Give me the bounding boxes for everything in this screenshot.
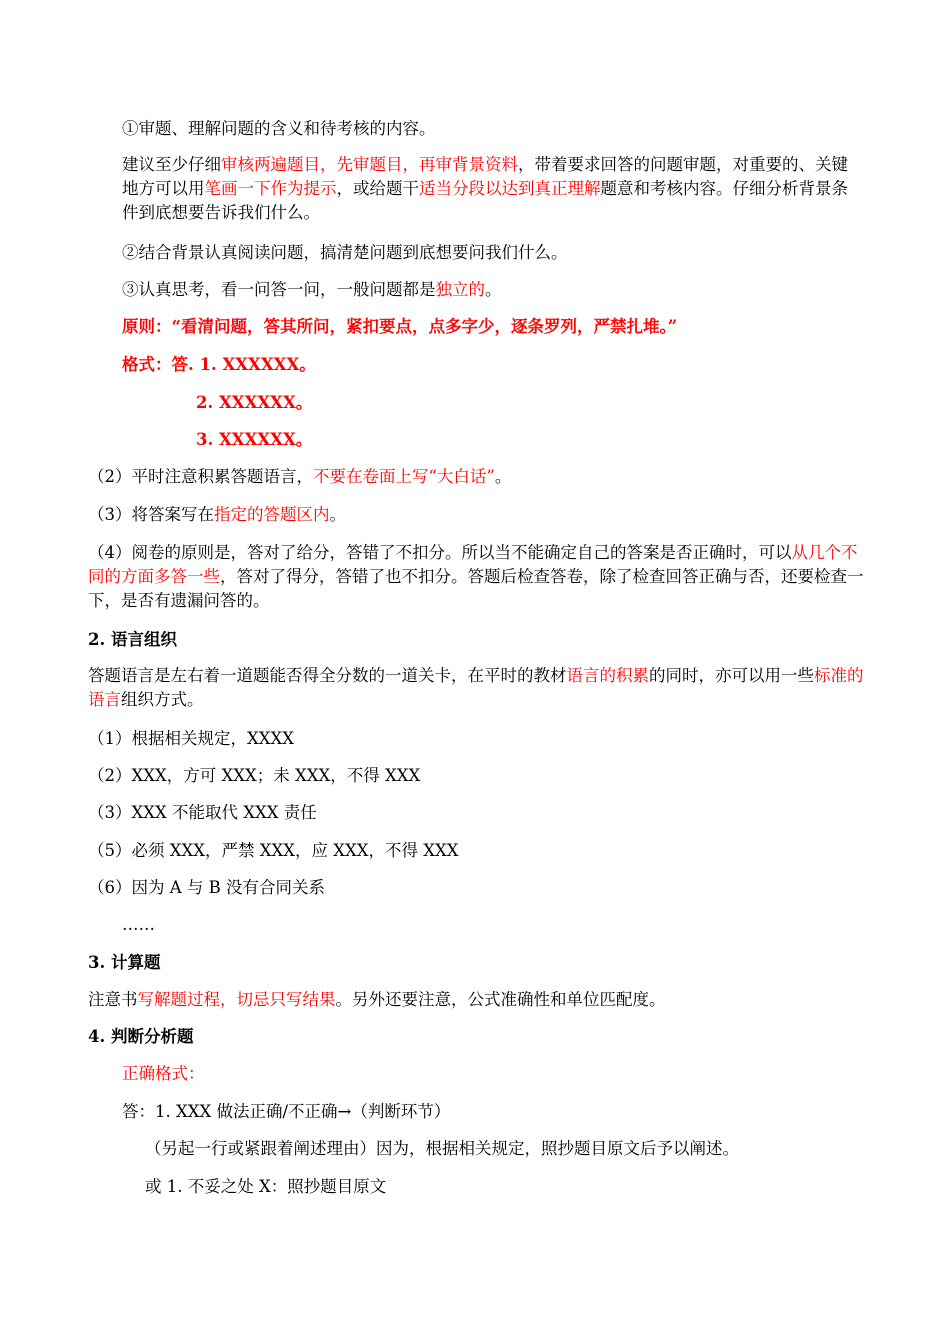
answer-line-1: 答：1. XXX 做法正确/不正确→（判断环节） xyxy=(122,1102,451,1121)
point-4: （4）阅卷的原则是，答对了给分，答错了不扣分。所以当不能确定自己的答案是否正确时，可以从几个不同的方面多答一些，答对了得分，答错了也不扣分。答题后检查答卷，除了检查回答正确与否，还要检查一下，是否有遗漏问答的。 xyxy=(88,543,864,610)
heading-language: 2. 语言组织 xyxy=(88,630,177,649)
step-3: ③认真思考，看一问答一问，一般问题都是独立的。 xyxy=(122,280,502,299)
list-item: （1）根据相关规定，XXXX xyxy=(88,729,294,748)
heading-calculation: 3. 计算题 xyxy=(88,953,161,972)
language-paragraph: 答题语言是左右着一道题能否得全分数的一道关卡，在平时的教材语言的积累的同时，亦可以用一些标准的语言组织方式。 xyxy=(88,666,864,709)
list-item: （6）因为 A 与 B 没有合同关系 xyxy=(88,878,326,897)
format-line-2: 2. XXXXXX。 xyxy=(196,393,313,412)
answer-line-3: 或 1. 不妥之处 X：照抄题目原文 xyxy=(145,1177,387,1196)
list-item: （3）XXX 不能取代 XXX 责任 xyxy=(88,803,317,822)
step-2: ②结合背景认真阅读问题，搞清楚问题到底想要问我们什么。 xyxy=(122,243,568,262)
ellipsis: …… xyxy=(122,915,155,934)
list-item: （2）XXX，方可 XXX；未 XXX，不得 XXX xyxy=(88,766,421,785)
answer-line-2: （另起一行或紧跟着阐述理由）因为，根据相关规定，照抄题目原文后予以阐述。 xyxy=(145,1139,739,1158)
heading-judgement: 4. 判断分析题 xyxy=(88,1027,194,1046)
list-item: （5）必须 XXX，严禁 XXX，应 XXX，不得 XXX xyxy=(88,841,459,860)
format-line-3: 3. XXXXXX。 xyxy=(196,430,313,449)
point-3: （3）将答案写在指定的答题区内。 xyxy=(88,505,346,524)
format-line-1: 格式：答. 1. XXXXXX。 xyxy=(122,355,316,374)
correct-format-label: 正确格式： xyxy=(122,1064,205,1083)
step-1-advice: 建议至少仔细审核两遍题目，先审题目，再审背景资料，带着要求回答的问题审题，对重要的、关键地方可以用笔画一下作为提示，或给题干适当分段以达到真正理解题意和考核内容。仔细分析背景条件到底想要告诉我们什么。 xyxy=(122,155,848,222)
calculation-paragraph: 注意书写解题过程，切忌只写结果。另外还要注意，公式准确性和单位匹配度。 xyxy=(88,990,666,1009)
principle: 原则：“看清问题，答其所问，紧扣要点，点多字少，逐条罗列，严禁扎堆。” xyxy=(122,317,678,336)
point-2: （2）平时注意积累答题语言，不要在卷面上写“大白话”。 xyxy=(88,467,512,486)
step-1: ①审题、理解问题的含义和待考核的内容。 xyxy=(122,119,436,138)
